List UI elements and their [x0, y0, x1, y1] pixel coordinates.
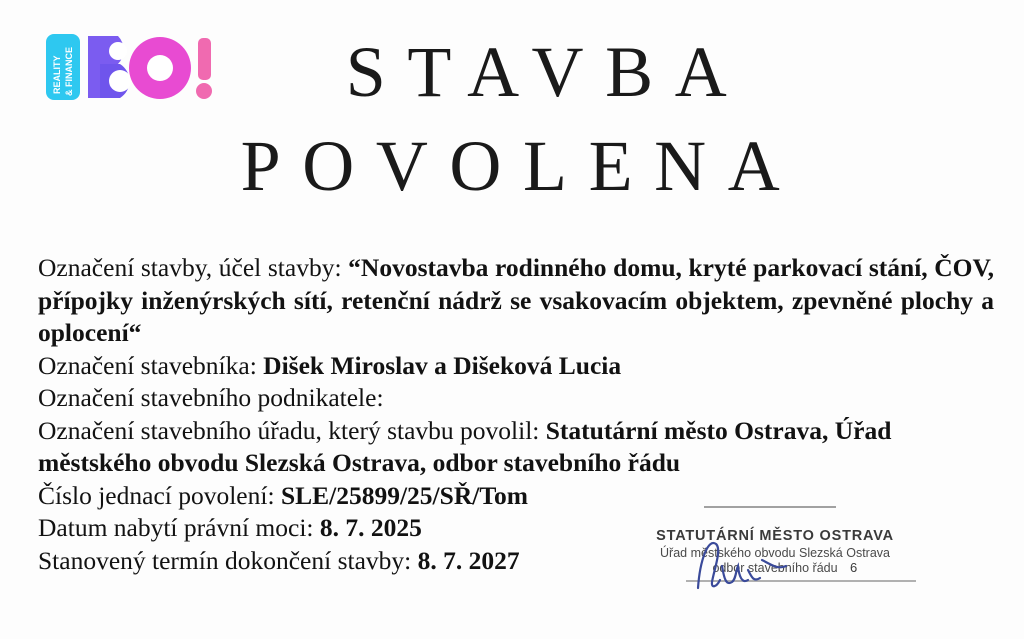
title-line-stavba: STAVBA — [345, 32, 749, 112]
page-title — [0, 32, 1024, 206]
field-value: 8. 7. 2027 — [417, 545, 520, 575]
stamp-office-line: Úřad městského obvodu Slezská Ostrava — [660, 546, 890, 560]
field-label: Stanovený termín dokončení stavby: — [38, 545, 412, 575]
stamp-title: STATUTÁRNÍ MĚSTO OSTRAVA — [656, 528, 894, 544]
field-label: Číslo jednací povolení: — [38, 480, 275, 510]
field-value: Statutární město Ostrava, Úřad městského obvodu Slezská Ostrava, odbor stavebního řádu — [38, 415, 892, 477]
stamp-department-line: odbor stavebního řádu — [712, 561, 838, 575]
field-label: Datum nabytí právní moci: — [38, 513, 314, 542]
field-label: Označení stavebního podnikatele: — [38, 383, 384, 412]
stamp-divider-top — [704, 506, 836, 508]
field-value: Dišek Miroslav a Dišeková Lucia — [263, 350, 622, 380]
field-value: SLE/25899/25/SŘ/Tom — [280, 480, 528, 510]
field-stavebni-urad — [38, 415, 994, 480]
field-label: Označení stavebníka: — [38, 350, 257, 380]
title-line-povolena: POVOLENA — [240, 126, 802, 206]
svg-text:& FINANCE: & FINANCE — [64, 47, 74, 96]
stamp-divider-bottom — [686, 580, 916, 582]
field-value: “Novostavba rodinného domu, kryté parkovací stání, ČOV, přípojky inženýrských sítí, retenční nádrž se vsakovacím objektem, zpevněné plochy a oplocení“ — [38, 253, 995, 347]
field-stavebni-podnikatel — [38, 382, 994, 415]
field-label: Označení stavebního úřadu, který stavbu povolil: — [38, 415, 540, 445]
field-stavebnik — [38, 350, 994, 383]
official-stamp — [628, 500, 918, 605]
stamp-number: 6 — [850, 560, 858, 575]
field-stavba-ucel — [38, 252, 994, 350]
field-value: 8. 7. 2025 — [319, 513, 422, 542]
svg-text:REALITY: REALITY — [52, 55, 62, 94]
field-label: Označení stavby, účel stavby: — [38, 253, 342, 282]
